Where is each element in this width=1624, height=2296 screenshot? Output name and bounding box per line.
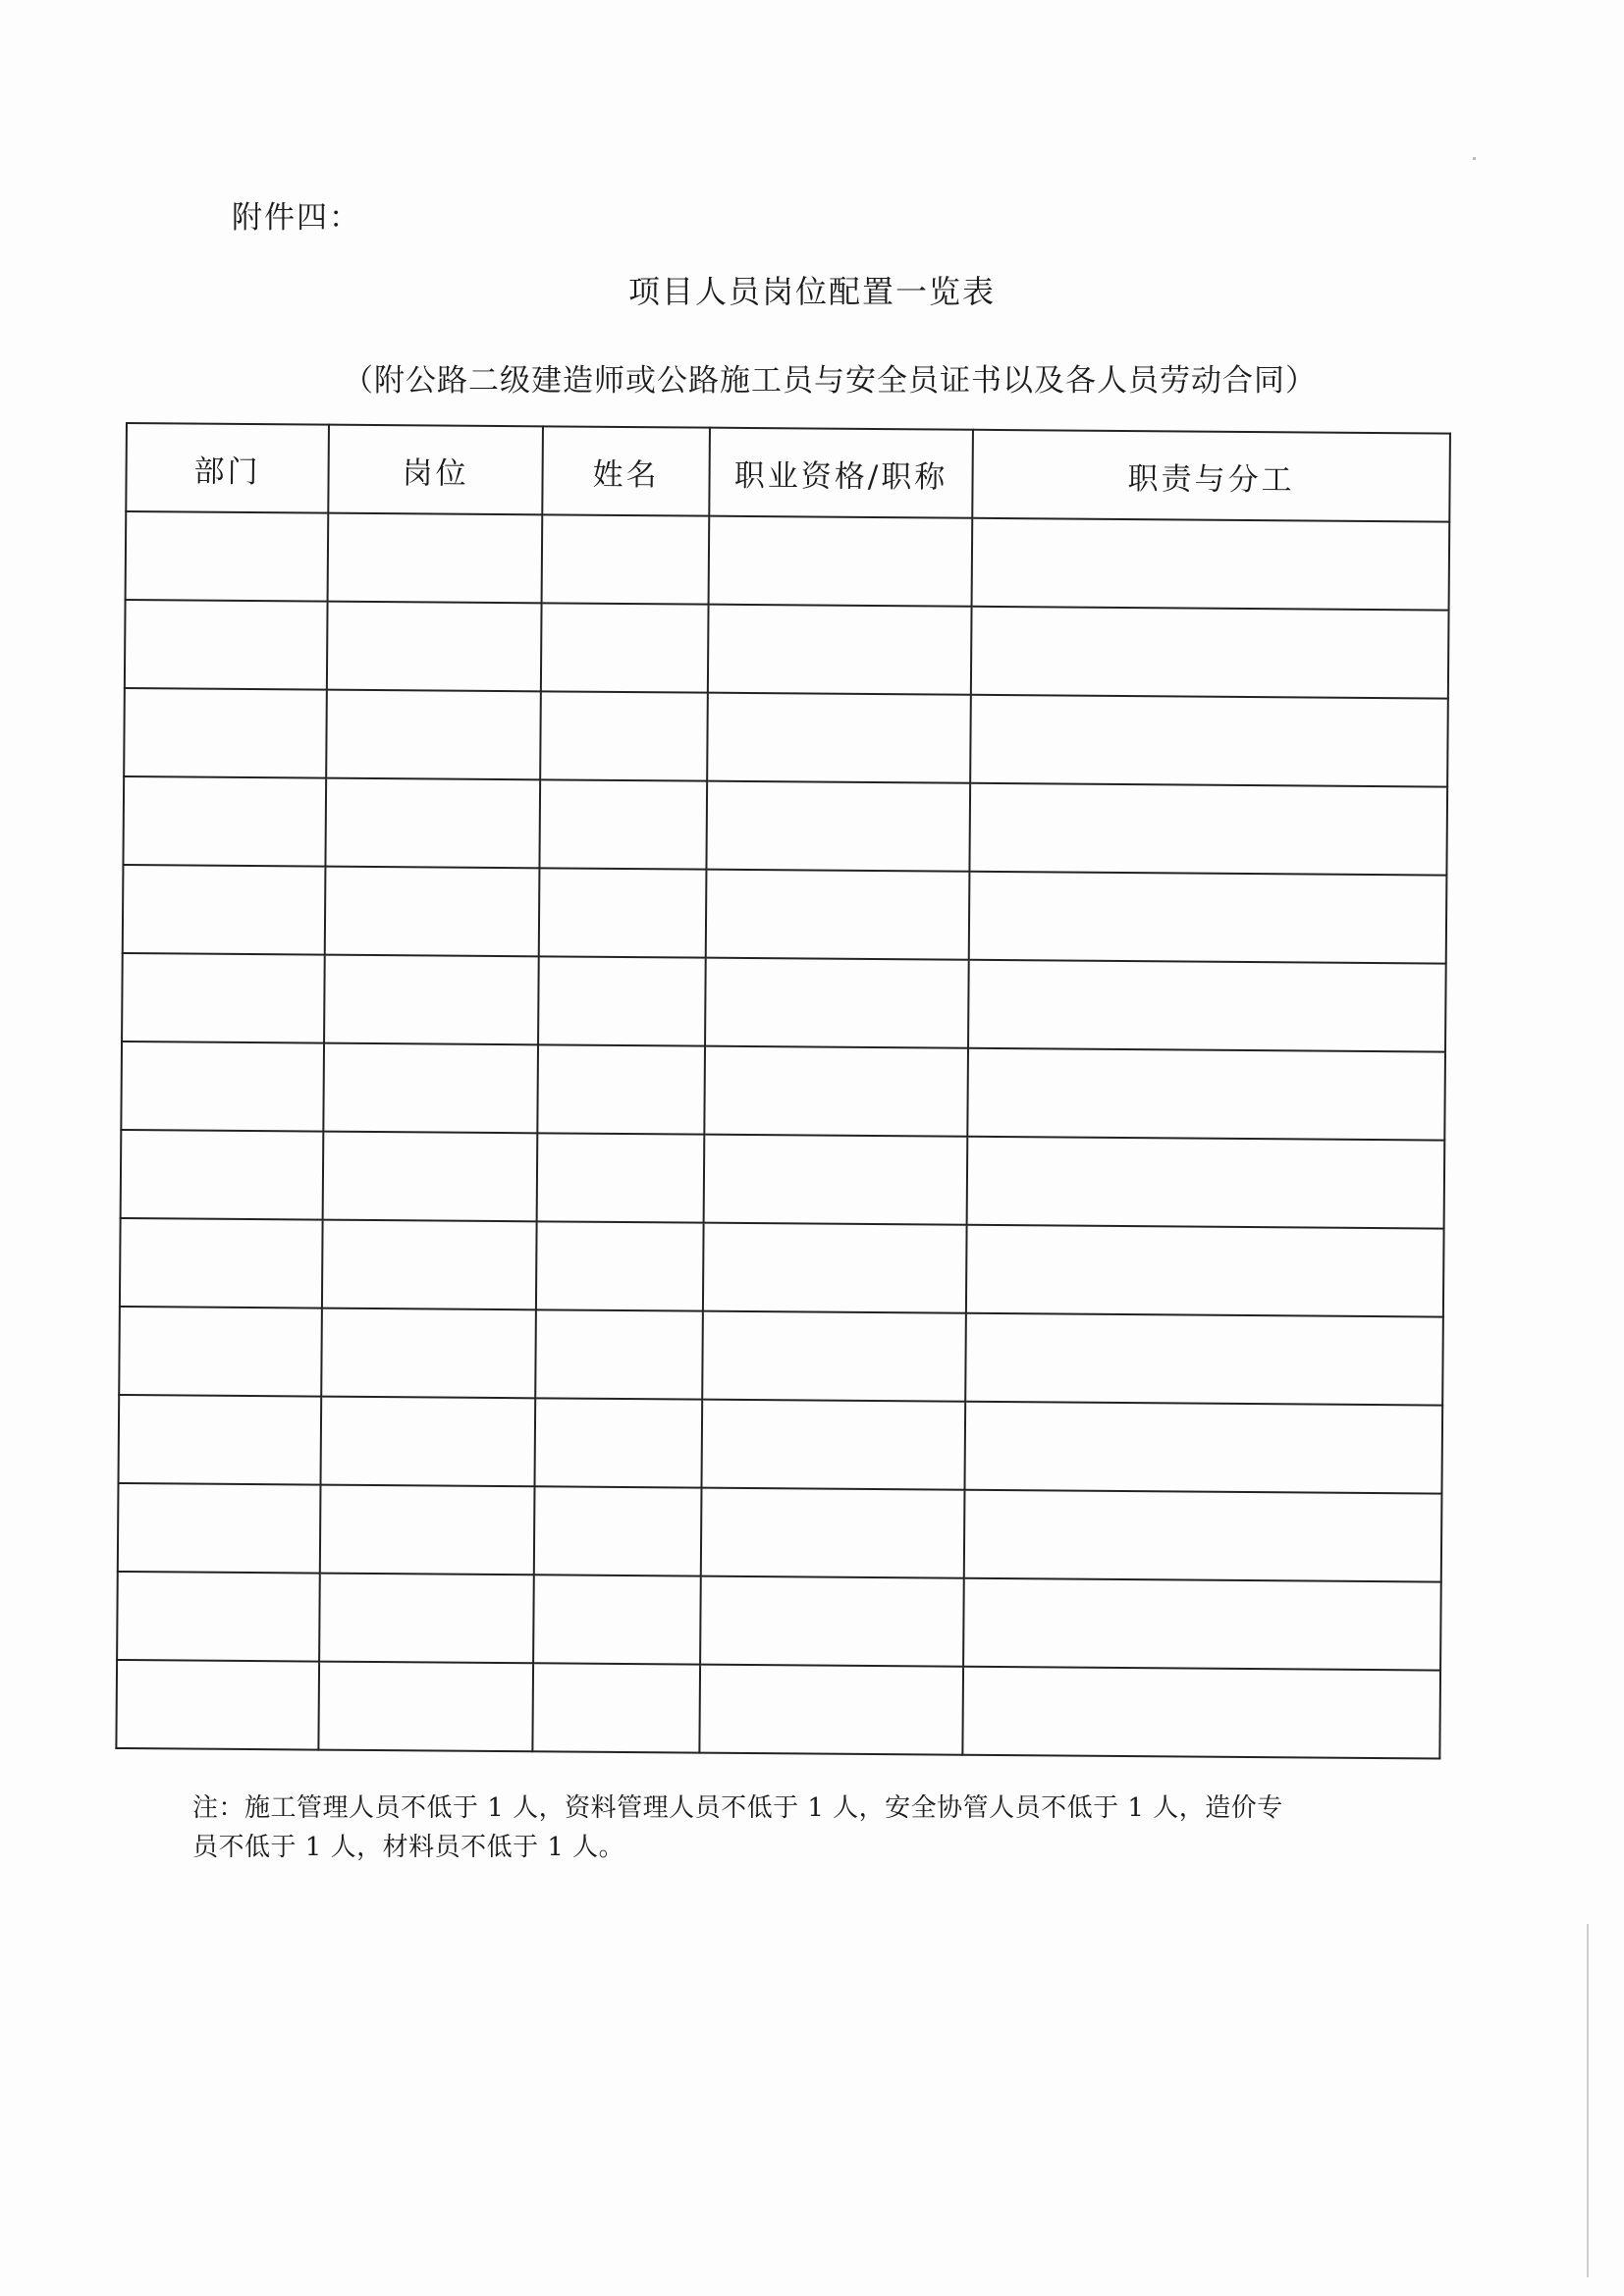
table-row [125, 600, 1449, 699]
table-cell [701, 1488, 965, 1578]
table-cell [972, 518, 1450, 611]
table-cell [322, 1220, 537, 1310]
table-cell [120, 1218, 323, 1308]
staff-allocation-table [115, 422, 1451, 1760]
table-cell [325, 867, 540, 957]
column-header-position: 岗位 [328, 425, 543, 515]
table-cell [964, 1402, 1442, 1494]
table-row [118, 1483, 1442, 1582]
table-cell [324, 955, 539, 1045]
table-cell [320, 1485, 535, 1575]
table-cell [124, 688, 327, 778]
table-cell [541, 603, 709, 692]
footnote-line-2: 员不低于 1 人，材料员不低于 1 人。 [192, 1833, 625, 1862]
table-cell [970, 695, 1448, 787]
table-cell [121, 1041, 324, 1132]
column-header-name: 姓名 [542, 426, 710, 515]
table-row [120, 1218, 1444, 1317]
table-cell [533, 1575, 701, 1664]
table-cell [708, 605, 972, 695]
table-cell [116, 1660, 319, 1750]
table-row [116, 1660, 1440, 1759]
table-cell [539, 779, 707, 869]
table-cell [323, 1043, 538, 1134]
table-cell [539, 868, 707, 957]
table-cell [704, 1135, 968, 1225]
table-cell [123, 865, 326, 955]
table-cell [964, 1490, 1442, 1582]
table-cell [703, 1223, 967, 1313]
table-cell [700, 1576, 964, 1667]
table-body [116, 511, 1449, 1759]
table-cell [962, 1667, 1440, 1759]
table-cell [538, 956, 706, 1045]
table-cell [969, 872, 1447, 964]
table-cell [123, 776, 326, 867]
table-row [123, 865, 1447, 964]
table-cell [121, 1130, 324, 1220]
table-cell [706, 870, 970, 960]
table-cell [119, 1307, 322, 1397]
table-row [119, 1395, 1443, 1494]
table-row [122, 953, 1446, 1052]
table-cell [321, 1308, 536, 1399]
table-cell [967, 1048, 1445, 1141]
table-header-row [126, 423, 1450, 522]
column-header-duties: 职责与分工 [972, 430, 1450, 522]
table-cell [326, 690, 541, 780]
table-cell [704, 1046, 968, 1137]
table-cell [118, 1483, 321, 1574]
table-cell [534, 1398, 702, 1487]
table-cell [701, 1400, 965, 1490]
table-cell [699, 1665, 963, 1755]
table-cell [706, 781, 970, 872]
table-cell [119, 1395, 322, 1485]
table-cell [536, 1221, 704, 1310]
document-subtitle: （附公路二级建造师或公路施工员与安全员证书以及各人员劳动合同） [343, 363, 1317, 399]
table-cell [540, 691, 708, 780]
footnote [192, 1789, 1390, 1867]
table-cell [966, 1225, 1444, 1317]
document-title: 项目人员岗位配置一览表 [627, 273, 996, 310]
table-cell [318, 1662, 533, 1752]
scan-speck [1473, 157, 1476, 160]
table-cell [967, 1137, 1445, 1229]
attachment-label: 附件四： [232, 200, 361, 236]
table-cell [323, 1132, 538, 1222]
table-cell [705, 958, 969, 1048]
table-cell [709, 516, 973, 607]
table-cell [325, 778, 540, 869]
table-row [121, 1130, 1445, 1229]
table-cell [971, 607, 1449, 699]
table-row [119, 1307, 1443, 1406]
footnote-line-1: 注：施工管理人员不低于 1 人，资料管理人员不低于 1 人，安全协管人员不低于 1 人，造价专 [192, 1793, 1283, 1823]
column-header-qualification: 职业资格/职称 [709, 428, 973, 518]
table-cell [125, 600, 328, 690]
table-cell [707, 693, 971, 783]
table-cell [963, 1578, 1441, 1671]
table-cell [702, 1311, 966, 1402]
table-row [117, 1572, 1441, 1671]
column-header-department: 部门 [126, 423, 329, 513]
table-row [121, 1041, 1445, 1141]
table-cell [327, 602, 542, 692]
table-cell [535, 1309, 703, 1399]
table-cell [542, 514, 710, 604]
table-cell [534, 1486, 702, 1575]
table-cell [328, 513, 543, 604]
table-cell [537, 1133, 705, 1222]
scan-edge-mark [1587, 1924, 1589, 2277]
table-cell [532, 1663, 700, 1752]
table-cell [321, 1397, 536, 1487]
table-row [124, 688, 1448, 787]
table-cell [969, 783, 1447, 876]
table-cell [319, 1574, 534, 1664]
table-cell [126, 511, 329, 602]
table-cell [965, 1313, 1443, 1406]
table-cell [968, 960, 1446, 1052]
table-row [123, 776, 1447, 876]
table-cell [122, 953, 325, 1043]
table-row [126, 511, 1450, 611]
table-cell [117, 1572, 320, 1662]
table-cell [537, 1044, 705, 1134]
